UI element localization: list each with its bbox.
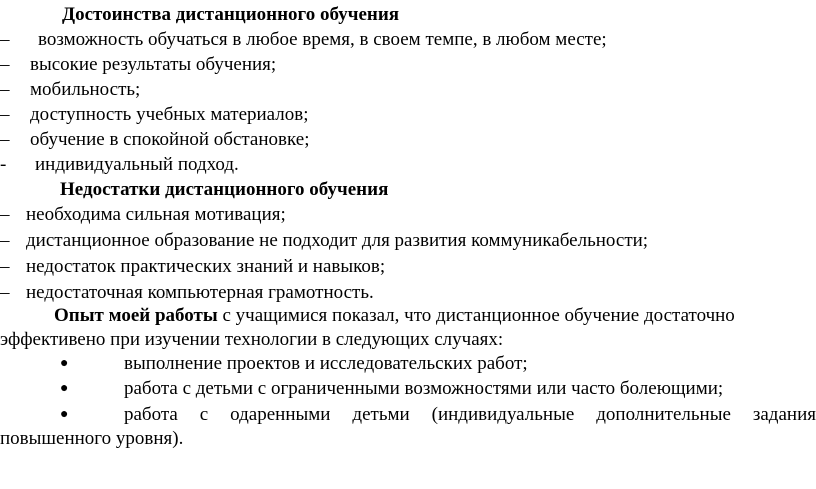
bullet-marker: ● [60,407,69,422]
disadvantage-text: недостаточная компьютерная грамотность. [26,282,374,303]
disadvantage-text: дистанционное образование не подходит для развития коммуникабельности; [26,230,649,251]
bullet-marker: ● [60,356,69,371]
dash-marker: – [0,79,10,100]
experience-text: с учащимися показал, что дистанционное обучение достаточно [217,305,735,326]
experience-lead: Опыт моей работы [54,305,218,326]
dash-marker: – [0,54,10,75]
dash-marker: – [0,256,10,277]
experience-paragraph-line [54,304,735,328]
advantage-text: возможность обучаться в любое время, в своем темпе, в любом месте; [38,29,607,50]
dash-marker: – [0,104,10,125]
disadvantage-text: недостаток практических знаний и навыков; [26,256,386,277]
advantage-text: высокие результаты обучения; [30,54,277,75]
experience-bullet-text: работа с одаренными детьми (индивидуальные дополнительные задания [124,404,816,425]
disadvantages-heading: Недостатки дистанционного обучения [60,179,389,200]
bullet-marker: ● [60,381,69,396]
dash-marker: – [0,282,10,303]
advantage-text: мобильность; [30,79,141,100]
disadvantage-text: необходима сильная мотивация; [26,204,286,225]
hyphen-marker: - [0,154,7,175]
advantage-text: обучение в спокойной обстановке; [30,129,310,150]
experience-continuation: повышенного уровня). [0,428,184,449]
advantages-heading: Достоинства дистанционного обучения [62,4,400,25]
experience-paragraph-line: эффективено при изучении технологии в следующих случаях: [0,329,504,350]
advantage-text: доступность учебных материалов; [30,104,309,125]
experience-bullet-text: выполнение проектов и исследовательских работ; [124,353,528,374]
dash-marker: – [0,204,10,225]
dash-marker: – [0,230,10,251]
dash-marker: – [0,129,10,150]
advantage-text: индивидуальный подход. [35,154,239,175]
dash-marker: – [0,29,10,50]
experience-bullet-text: работа с детьми с ограниченными возможностями или часто болеющими; [124,378,724,399]
